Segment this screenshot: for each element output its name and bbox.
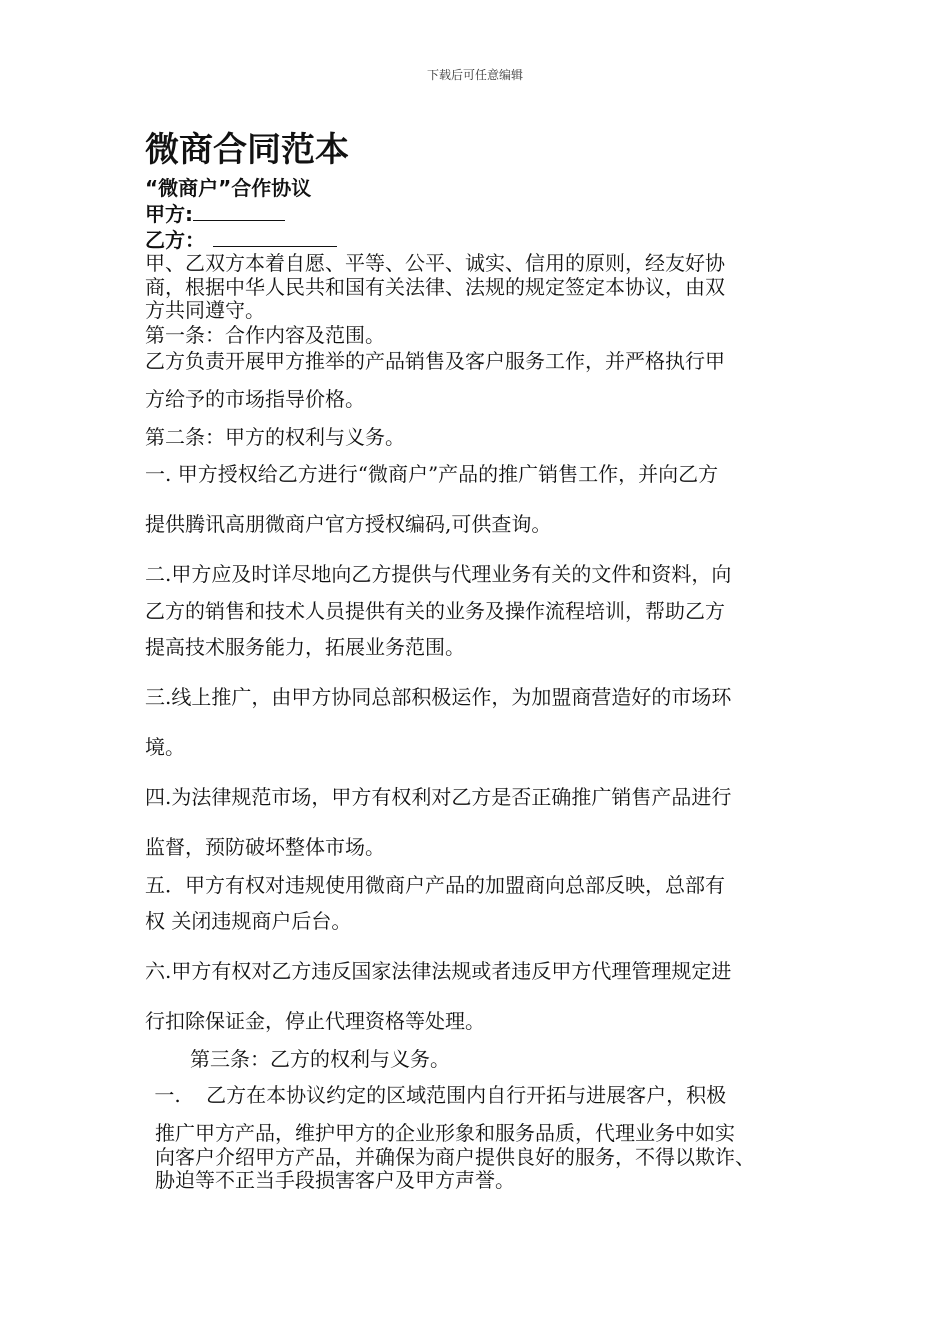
preamble-line: 商，根据中华人民共和国有关法律、法规的规定签定本协议，由双 (145, 275, 725, 299)
article2-item3-line: 三.线上推广，由甲方协同总部积极运作，为加盟商营造好的市场环 (145, 685, 732, 709)
party-a-line (145, 202, 285, 226)
document-title: 微商合同范本 (145, 130, 349, 170)
party-a-blank (193, 202, 285, 221)
header-note: 下载后可任意编辑 (426, 68, 523, 82)
article2-item1-line: 一. 甲方授权给乙方进行“微商户”产品的推广销售工作，并向乙方 (145, 462, 719, 486)
article3-heading: 第三条：乙方的权利与义务。 (190, 1047, 450, 1071)
article3-item1-line: 胁迫等不正当手段损害客户及甲方声誉。 (155, 1168, 515, 1192)
party-b-blank (213, 228, 337, 247)
article2-item6-line: 六.甲方有权对乙方违反国家法律法规或者违反甲方代理管理规定进 (145, 959, 732, 983)
article2-item1-line: 提供腾讯高朋微商户官方授权编码,可供查询。 (145, 512, 552, 536)
party-b-label: 乙方： (145, 228, 205, 252)
party-b-line (145, 228, 337, 252)
preamble-line: 方共同遵守。 (145, 298, 265, 322)
agreement-subtitle: “微商户”合作协议 (145, 176, 312, 200)
party-a-label: 甲方: (145, 202, 193, 226)
article1-line: 方给予的市场指导价格。 (145, 387, 365, 411)
article2-heading: 第二条：甲方的权利与义务。 (145, 425, 405, 449)
article2-item5-line: 五．甲方有权对违规使用微商户产品的加盟商向总部反映，总部有 (145, 873, 725, 897)
article2-item4-line: 监督，预防破坏整体市场。 (145, 835, 385, 859)
article2-item4-line: 四.为法律规范市场，甲方有权利对乙方是否正确推广销售产品进行 (145, 785, 732, 809)
article2-item2-line: 二.甲方应及时详尽地向乙方提供与代理业务有关的文件和资料，向 (145, 562, 732, 586)
article2-item3-line: 境。 (145, 735, 185, 759)
article3-item1-line: 向客户介绍甲方产品，并确保为商户提供良好的服务，不得以欺诈、 (155, 1145, 755, 1169)
preamble-line: 甲、乙双方本着自愿、平等、公平、诚实、信用的原则，经友好协 (145, 251, 725, 275)
article2-item6-line: 行扣除保证金，停止代理资格等处理。 (145, 1009, 485, 1033)
article3-item1-line: 推广甲方产品，维护甲方的企业形象和服务品质，代理业务中如实 (155, 1121, 735, 1145)
article2-item2-line: 乙方的销售和技术人员提供有关的业务及操作流程培训，帮助乙方 (145, 599, 725, 623)
article1-line: 乙方负责开展甲方推举的产品销售及客户服务工作，并严格执行甲 (145, 349, 725, 373)
article3-item1-line: 一. 乙方在本协议约定的区域范围内自行开拓与进展客户，积极 (148, 1083, 727, 1107)
article1-heading: 第一条：合作内容及范围。 (145, 323, 385, 347)
article2-item2-line: 提高技术服务能力，拓展业务范围。 (145, 635, 465, 659)
article2-item5-line: 权 关闭违规商户后台。 (145, 909, 352, 933)
